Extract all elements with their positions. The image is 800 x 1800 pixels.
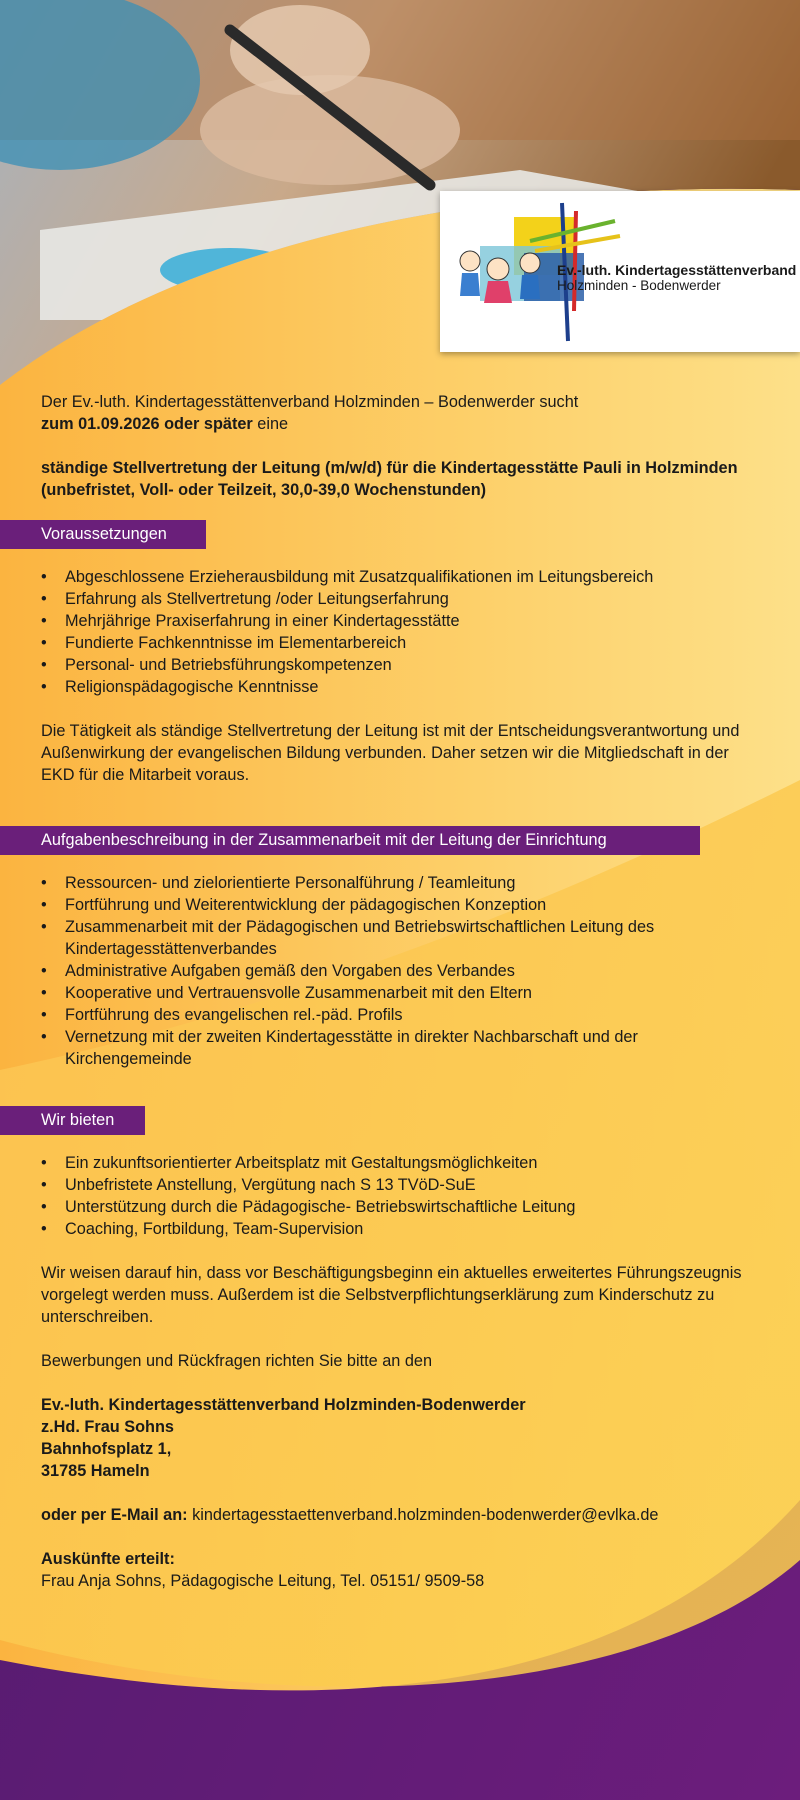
intro — [41, 391, 761, 501]
address-line: Ev.-luth. Kindertagesstättenverband Holzminden-Bodenwerder — [41, 1396, 526, 1414]
logo-subtitle: Holzminden - Bodenwerder — [557, 278, 721, 293]
position-title: ständige Stellvertretung der Leitung (m/w/d) für die Kindertagesstätte Pauli in Holzminden (unbefristet, Voll- oder Teilzeit, 30,0-39,0 Wochenstunden) — [41, 459, 738, 499]
list-item: • Fundierte Fachkenntnisse im Elementarbereich — [41, 632, 761, 654]
intro-date-rest: eine — [252, 415, 289, 433]
email-address[interactable]: kindertagesstaettenverband.holzminden-bodenwerder@evlka.de — [187, 1506, 659, 1524]
list-item: • Abgeschlossene Erzieherausbildung mit Zusatzqualifikationen im Leitungsbereich — [41, 566, 761, 588]
auskunft-contact: Frau Anja Sohns, Pädagogische Leitung, Tel. 05151/ 9509-58 — [41, 1572, 485, 1590]
aufgaben-section — [41, 872, 761, 1070]
list-item: • Personal- und Betriebsführungskompetenzen — [41, 654, 761, 676]
bieten-section — [41, 1152, 761, 1592]
auskunft-label: Auskünfte erteilt: — [41, 1550, 175, 1568]
voraussetzungen-section — [41, 566, 761, 786]
list-item: • Zusammenarbeit mit der Pädagogischen und Betriebswirtschaftlichen Leitung des Kindertagesstättenverbandes — [41, 916, 761, 960]
logo-title: Ev.-luth. Kindertagesstättenverband — [557, 262, 797, 278]
address-line: Bahnhofsplatz 1, — [41, 1440, 172, 1458]
bieten-list — [41, 1152, 761, 1240]
list-item: • Kooperative und Vertrauensvolle Zusammenarbeit mit den Eltern — [41, 982, 761, 1004]
list-item: • Erfahrung als Stellvertretung /oder Leitungserfahrung — [41, 588, 761, 610]
list-item: • Fortführung und Weiterentwicklung der pädagogischen Konzeption — [41, 894, 761, 916]
bewerbung-text: Bewerbungen und Rückfragen richten Sie bitte an den — [41, 1352, 433, 1370]
heading-aufgaben: Aufgabenbeschreibung in der Zusammenarbeit mit der Leitung der Einrichtung — [0, 826, 700, 855]
intro-line1: Der Ev.-luth. Kindertagesstättenverband Holzminden – Bodenwerder sucht — [41, 393, 579, 411]
fuehrungszeugnis-note: Wir weisen darauf hin, dass vor Beschäftigungsbeginn ein aktuelles erweitertes Führungszeugnis vorgelegt werden muss. Außerdem ist die Selbstverpflichtungserklärung zum Kinderschutz zu unterschreiben. — [41, 1264, 742, 1326]
list-item: • Unbefristete Anstellung, Vergütung nach S 13 TVöD-SuE — [41, 1174, 761, 1196]
heading-wir-bieten: Wir bieten — [0, 1106, 145, 1135]
email-label: oder per E-Mail an: — [41, 1506, 188, 1524]
heading-voraussetzungen: Voraussetzungen — [0, 520, 206, 549]
aufgaben-list — [41, 872, 761, 1070]
list-item: • Coaching, Fortbildung, Team-Supervision — [41, 1218, 761, 1240]
list-item: • Fortführung des evangelischen rel.-päd. Profils — [41, 1004, 761, 1026]
intro-date — [41, 413, 761, 435]
list-item: • Religionspädagogische Kenntnisse — [41, 676, 761, 698]
address-line: 31785 Hameln — [41, 1462, 150, 1480]
address-line: z.Hd. Frau Sohns — [41, 1418, 174, 1436]
list-item: • Vernetzung mit der zweiten Kindertagesstätte in direkter Nachbarschaft und der Kirchengemeinde — [41, 1026, 761, 1070]
list-item: • Mehrjährige Praxiserfahrung in einer Kindertagesstätte — [41, 610, 761, 632]
list-item: • Unterstützung durch die Pädagogische- Betriebswirtschaftliche Leitung — [41, 1196, 761, 1218]
voraussetzungen-list — [41, 566, 761, 698]
intro-date-bold: zum 01.09.2026 oder später — [41, 415, 253, 433]
list-item: • Administrative Aufgaben gemäß den Vorgaben des Verbandes — [41, 960, 761, 982]
list-item: • Ein zukunftsorientierter Arbeitsplatz mit Gestaltungsmöglichkeiten — [41, 1152, 761, 1174]
logo — [440, 191, 800, 352]
ekd-note: Die Tätigkeit als ständige Stellvertretung der Leitung ist mit der Entscheidungsverantwortung und Außenwirkung der evangelischen Bildung verbunden. Daher setzen wir die Mitgliedschaft in der EKD für die Mitarbeit voraus. — [41, 722, 740, 784]
list-item: • Ressourcen- und zielorientierte Personalführung / Teamleitung — [41, 872, 761, 894]
email-line — [41, 1504, 761, 1526]
